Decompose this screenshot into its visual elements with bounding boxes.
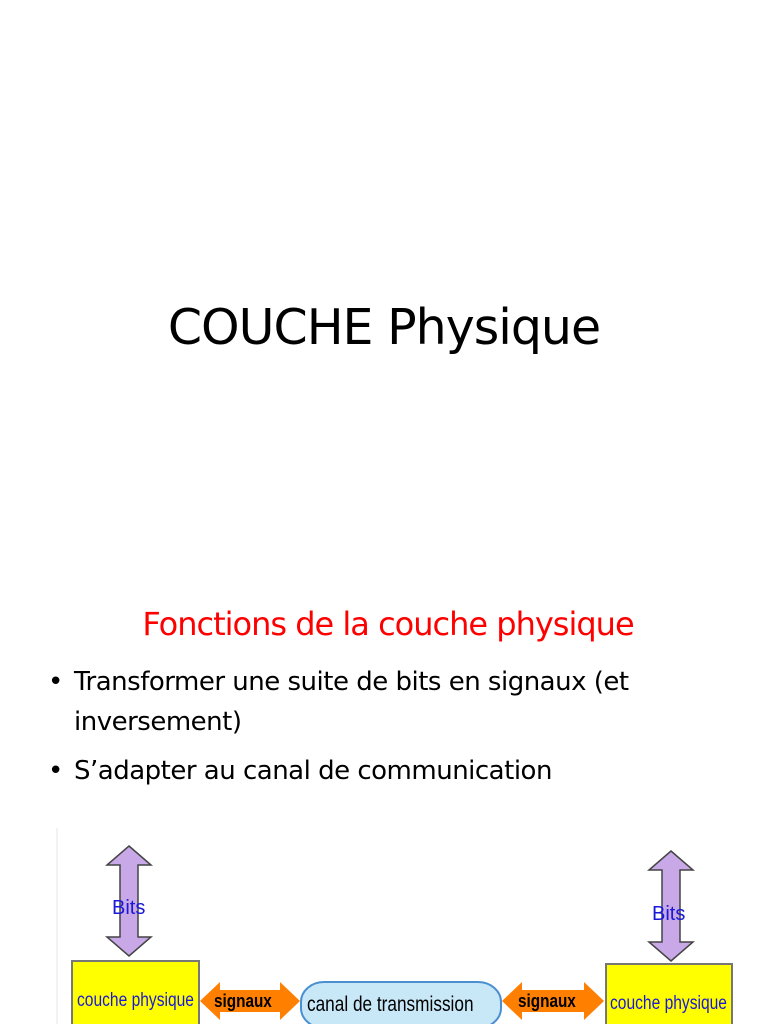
right-bits-label: Bits [652, 903, 686, 925]
bullet-text: S’adapter au canal de communication [74, 756, 552, 786]
right-signal-label: signaux [518, 991, 576, 1011]
bullet-item [48, 662, 748, 742]
right-layer-label: couche physique [610, 993, 727, 1014]
bullet-marker: • [48, 756, 63, 786]
left-signal-label: signaux [214, 991, 272, 1011]
physical-layer-diagram [0, 820, 768, 1024]
bullet-list [48, 662, 748, 800]
slide-title: COUCHE Physique [167, 299, 601, 356]
left-layer-label: couche physique [77, 990, 194, 1011]
bullet-text: Transformer une suite de bits en signaux (et inversement) [74, 667, 629, 737]
bullet-marker: • [48, 667, 63, 697]
channel-label: canal de transmission [307, 993, 474, 1016]
section-heading: Fonctions de la couche physique [142, 605, 634, 643]
bullet-item [48, 751, 748, 791]
left-bits-label: Bits [112, 897, 146, 919]
